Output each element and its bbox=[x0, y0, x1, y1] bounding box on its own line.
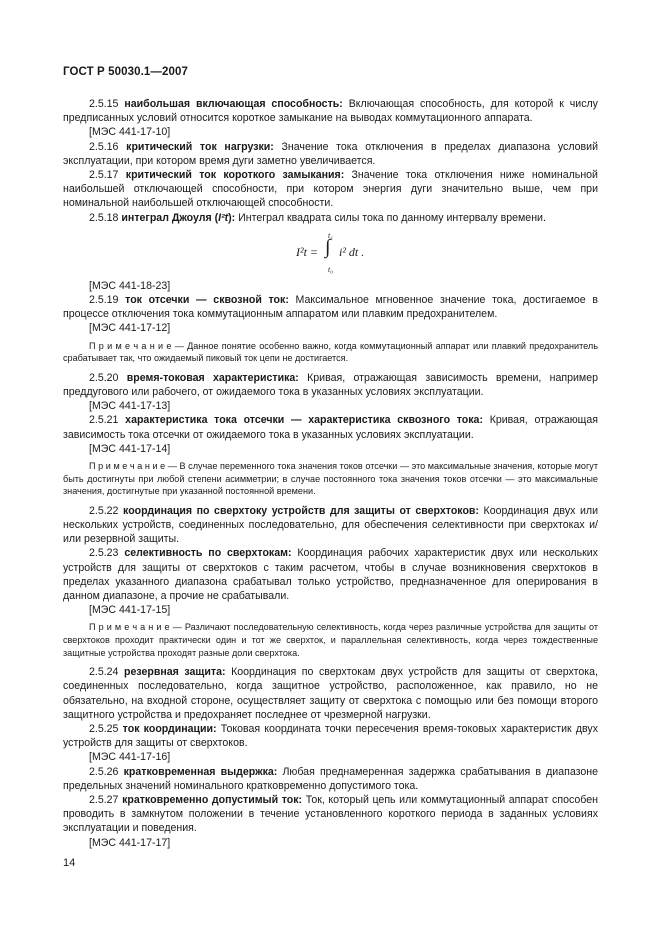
iec-reference: [МЭС 441-17-17] bbox=[89, 836, 171, 849]
page-number: 14 bbox=[63, 857, 76, 869]
term: резервная защита: bbox=[124, 666, 226, 679]
term: селективность по сверхтокам: bbox=[124, 547, 292, 560]
note-label: П р и м е ч а н и е bbox=[89, 461, 166, 472]
term: время-токовая характеристика: bbox=[126, 371, 299, 384]
definition: Координация двух или нескольких устройств, соединенных последовательно, для обеспечения селективности при сверхтоках и/или резервной защиты. bbox=[63, 504, 598, 546]
note-label: П р и м е ч а н и е bbox=[89, 340, 172, 351]
clause-number: 2.5.24 bbox=[89, 666, 119, 679]
definition: Максимальное мгновенное значение тока, достигаемое в процессе отключения тока коммутационным аппаратом или плавким предохранителем. bbox=[63, 294, 598, 321]
term: критический ток нагрузки: bbox=[126, 140, 274, 153]
clause-2-5-21 bbox=[63, 413, 598, 441]
joule-integral-formula bbox=[63, 231, 598, 275]
term: характеристика тока отсечки — характеристика сквозного тока: bbox=[125, 414, 483, 427]
iec-reference: [МЭС 441-17-13] bbox=[89, 400, 171, 413]
clause-number: 2.5.15 bbox=[89, 98, 119, 110]
iec-reference: [МЭС 441-17-15] bbox=[89, 604, 171, 617]
clause-number: 2.5.16 bbox=[89, 140, 119, 153]
note bbox=[63, 460, 598, 498]
term: кратковременно допустимый ток: bbox=[122, 794, 303, 807]
note bbox=[63, 340, 598, 365]
term-text: интеграл Джоуля ( bbox=[121, 211, 219, 224]
definition: Координация по сверхтокам двух устройств для защиты от сверхтока, соединенных последовательно, когда защитное устройство, расположенное, как правило, но не обязательно, на входной стороне, осуществляет защиту от сверхтока с помощью или без помощи второго защитного устройства и предохраняет последнее от чрезмерной нагрузки. bbox=[63, 666, 598, 721]
iec-reference: [МЭС 441-17-14] bbox=[89, 442, 171, 455]
clause-2-5-26 bbox=[63, 765, 598, 793]
definition: Значение тока отключения ниже номинальной наибольшей отключающей способности, при котором энергия дуги значительно выше, чем при номинальной наибольшей отключающей способности. bbox=[63, 169, 598, 210]
definition: Значение тока отключения в пределах диапазона условий эксплуатации, при котором время дуги заметно увеличивается. bbox=[63, 140, 598, 167]
iec-reference: [МЭС 441-17-12] bbox=[89, 322, 171, 335]
clause-number: 2.5.23 bbox=[89, 547, 119, 560]
clause-number: 2.5.25 bbox=[89, 723, 119, 736]
term bbox=[121, 212, 235, 224]
definition: Токовая координата точки пересечения время-токовых характеристик двух устройств для защиты от сверхтоков. bbox=[63, 723, 598, 750]
clause-2-5-23 bbox=[63, 546, 598, 603]
note bbox=[63, 621, 598, 659]
clause-number: 2.5.18 bbox=[89, 211, 119, 224]
iec-reference: [МЭС 441-18-23] bbox=[89, 279, 171, 292]
definition: Кривая, отражающая зависимость времени, например преддугового или рабочего, от ожидаемого тока в указанных условиях эксплуатации. bbox=[63, 371, 598, 399]
term: кратковременная выдержка: bbox=[123, 765, 278, 778]
clause-2-5-16 bbox=[63, 140, 598, 168]
term-close: ): bbox=[228, 211, 236, 224]
document-header: ГОСТ Р 50030.1—2007 bbox=[63, 66, 188, 78]
clause-2-5-20 bbox=[63, 371, 598, 399]
definition: Интеграл квадрата силы тока по данному интервалу времени. bbox=[238, 211, 546, 224]
clause-2-5-17 bbox=[63, 168, 598, 211]
iec-reference: [МЭС 441-17-10] bbox=[89, 126, 171, 139]
definition: Ток, который цепь или коммутационный аппарат способен проводить в замкнутом положении в течение установленного короткого периода в заданных условиях эксплуатации и поведения. bbox=[63, 794, 598, 835]
clause-2-5-19 bbox=[63, 293, 598, 321]
definition: Любая преднамеренная задержка срабатывания в диапазоне предельных значений номинального кратковременно допустимого тока. bbox=[63, 765, 598, 792]
clause-number: 2.5.22 bbox=[89, 504, 119, 517]
definition: Включающая способность, для которой к числу предписанных условий относится короткое замыкание на выводах коммутационного аппарата. bbox=[63, 98, 598, 125]
clause-2-5-27 bbox=[63, 793, 598, 836]
iec-reference: [МЭС 441-17-16] bbox=[89, 751, 171, 764]
note-text: — Различают последовательную селективность, когда через различные устройства для защиты от сверхтоков проходит практически один и тот же сверхток, и параллельная селективность, когда через тождественные защитные устройства проходят разные доли сверхтока. bbox=[63, 622, 598, 658]
clause-number: 2.5.27 bbox=[89, 794, 119, 807]
clause-2-5-24 bbox=[63, 665, 598, 722]
definition: Кривая, отражающая зависимость тока отсечки от ожидаемого тока в указанных условиях эксплуатации. bbox=[63, 414, 599, 441]
term: ток отсечки — сквозной ток: bbox=[125, 294, 289, 307]
term-symbol: I²t bbox=[218, 211, 229, 224]
integral-sign: ∫ bbox=[325, 235, 331, 258]
definition: Координация рабочих характеристик двух или нескольких устройств для защиты от сверхтоков с таким расчетом, чтобы в случае возникновения сверхтоков в пределах указанного диапазона срабатывал только устройство, предназначенное для оперирования в данном диапазоне, а прочие не срабатывали. bbox=[63, 547, 598, 603]
formula-rhs: i² dt . bbox=[339, 244, 365, 259]
formula-lhs: I²t = bbox=[296, 244, 319, 259]
clause-2-5-18 bbox=[63, 211, 598, 225]
document-body bbox=[63, 97, 598, 850]
term: наибольшая включающая способность: bbox=[124, 98, 343, 110]
note-text: — Данное понятие особенно важно, когда коммутационный аппарат или плавкий предохранитель срабатывает так, что ожидаемый пиковый ток цепи не достигается. bbox=[63, 340, 598, 364]
clause-number: 2.5.17 bbox=[89, 169, 119, 182]
clause-2-5-22 bbox=[63, 504, 598, 547]
clause-number: 2.5.20 bbox=[89, 371, 119, 384]
note-label: П р и м е ч а н и е bbox=[89, 622, 170, 633]
note-text: — В случае переменного тока значения токов отсечки — это максимальные значения, которые могут быть достигнуты при любой степени асимметрии; в случае постоянного тока значения токов отсечки — это максимальные значения, достигнутые при указанной постоянной времени. bbox=[63, 461, 598, 497]
formula-upper-limit: t₁ bbox=[328, 230, 334, 240]
formula-lower-limit: t₀ bbox=[328, 264, 334, 274]
clause-number: 2.5.21 bbox=[89, 414, 119, 427]
term: критический ток короткого замыкания: bbox=[125, 169, 345, 182]
clause-2-5-15 bbox=[63, 97, 598, 125]
term: ток координации: bbox=[122, 723, 217, 736]
term: координация по сверхтоку устройств для защиты от сверхтоков: bbox=[123, 504, 479, 517]
clause-number: 2.5.26 bbox=[89, 765, 119, 778]
clause-number: 2.5.19 bbox=[89, 294, 119, 307]
clause-2-5-25 bbox=[63, 722, 598, 750]
